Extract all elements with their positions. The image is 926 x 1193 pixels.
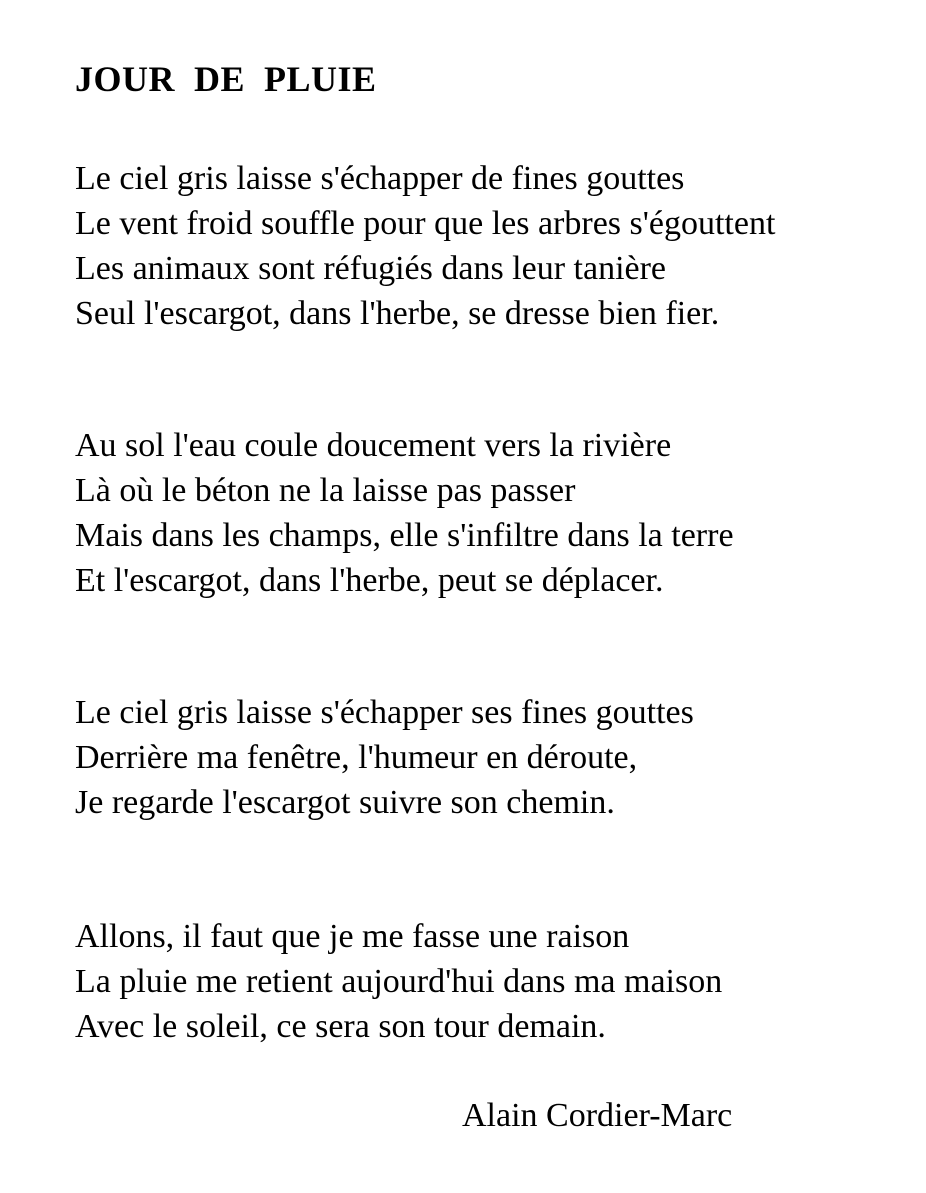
stanza-3	[75, 690, 694, 825]
stanza-2	[75, 423, 734, 603]
poem-line: Allons, il faut que je me fasse une raison	[75, 918, 630, 955]
poem-line: Et l'escargot, dans l'herbe, peut se déplacer.	[75, 562, 664, 599]
poem-line: Mais dans les champs, elle s'infiltre dans la terre	[75, 517, 734, 554]
poem-line: Avec le soleil, ce sera son tour demain.	[75, 1008, 606, 1045]
poem-line: Là où le béton ne la laisse pas passer	[75, 472, 576, 509]
poem-line: Seul l'escargot, dans l'herbe, se dresse bien fier.	[75, 295, 720, 332]
stanza-4	[75, 914, 722, 1049]
stanza-1	[75, 156, 775, 336]
poem-line: Le vent froid souffle pour que les arbres s'égouttent	[75, 205, 776, 242]
poem-line: Derrière ma fenêtre, l'humeur en déroute,	[75, 739, 638, 776]
poem-line: Je regarde l'escargot suivre son chemin.	[75, 784, 615, 821]
poem-line: Les animaux sont réfugiés dans leur tanière	[75, 250, 667, 287]
poem-author: Alain Cordier-Marc	[462, 1097, 733, 1134]
poem-line: Le ciel gris laisse s'échapper ses fines gouttes	[75, 694, 694, 731]
poem-line: La pluie me retient aujourd'hui dans ma maison	[75, 963, 723, 1000]
poem-line: Le ciel gris laisse s'échapper de fines gouttes	[75, 160, 685, 197]
poem-line: Au sol l'eau coule doucement vers la rivière	[75, 427, 672, 464]
poem-title: JOUR DE PLUIE	[75, 59, 377, 99]
